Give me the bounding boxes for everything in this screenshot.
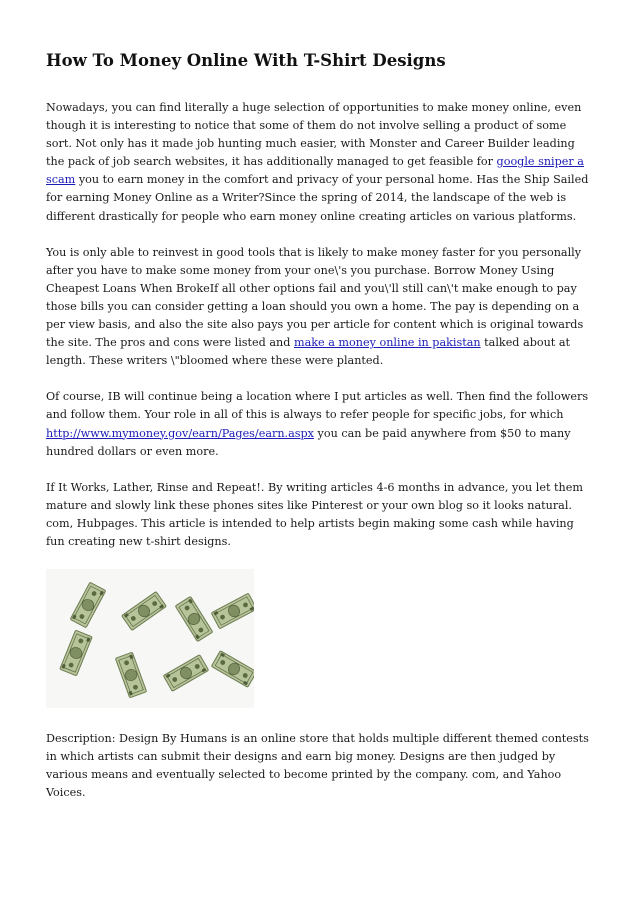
paragraph-2-text-a: You is only able to reinvest in good tools that is likely to make money faster for you personally after you have to make some money from your one\'s you purchase. Borrow Money Using Cheapest Loans When BrokeIf all other options fail and you\'ll still can\'t make enough to pay those bills you can consider getting a loan should you own a home. The pay is depending on a per view basis, and also the site also pays you per article for content which is original towards the site. The pros and cons were listed and (46, 245, 584, 350)
bill-7 (163, 655, 208, 692)
link-google-sniper[interactable]: google sniper a scam (46, 155, 584, 187)
bill-6 (115, 652, 146, 698)
dollar-bills-illustration (46, 569, 254, 708)
bill-5 (60, 630, 92, 676)
paragraph-1-text-b: you to earn money in the comfort and privacy of your personal home. Has the Ship Sailed for earning Money Online as a Writer?Since the spring of 2014, the landscape of the web is different drastically for people who earn money online creating articles on various platforms. (46, 173, 589, 223)
paragraph-2-text-b: talked about at length. These writers \"bloomed where these were planted. (46, 336, 571, 368)
bill-1 (70, 582, 106, 628)
paragraph-3-text-b: you can be paid anywhere from $50 to many hundred dollars or even more. (46, 426, 571, 458)
bill-2 (122, 592, 167, 631)
page-title: How To Money Online With T-Shirt Designs (46, 51, 446, 70)
paragraph-5: Description: Design By Humans is an online store that holds multiple different themed contests in which artists can submit their designs and earn big money. Designs are then judged by various means and eventually selected to become printed by the company. com, and Yahoo Voices. (46, 732, 589, 800)
article (46, 50, 594, 820)
paragraph-3 (46, 388, 594, 460)
bill-3 (175, 596, 213, 641)
paragraph-4: If It Works, Lather, Rinse and Repeat!. By writing articles 4-6 months in advance, you let them mature and slowly link these phones sites like Pinterest or your own blog so it looks natural. com, Hubpages. This article is intended to help artists begin making some cash while having fun creating new t-shirt designs. (46, 480, 583, 548)
link-money-online-pakistan[interactable]: make a money online in pakistan (293, 336, 481, 350)
bill-4 (211, 593, 254, 629)
paragraph-2 (46, 244, 594, 371)
link-mymoney-gov[interactable]: http://www.mymoney.gov/earn/Pages/earn.aspx (46, 426, 314, 440)
paragraph-3-text-a: Of course, IB will continue being a location where I put articles as well. Then find the followers and follow them. Your role in all of this is always to refer people for specific jobs, for which (46, 390, 589, 422)
paragraph-1-text-a: Nowadays, you can find literally a huge selection of opportunities to make money online, even though it is interesting to notice that some of them do not involve selling a product of some sort. Not only has it made job hunting much easier, with Monster and Career Builder leading the pack of job search websites, it has additionally managed to get feasible for (46, 101, 582, 169)
falling-dollar-bills-image (46, 569, 254, 708)
paragraph-1 (46, 99, 594, 226)
bill-8 (211, 651, 254, 688)
